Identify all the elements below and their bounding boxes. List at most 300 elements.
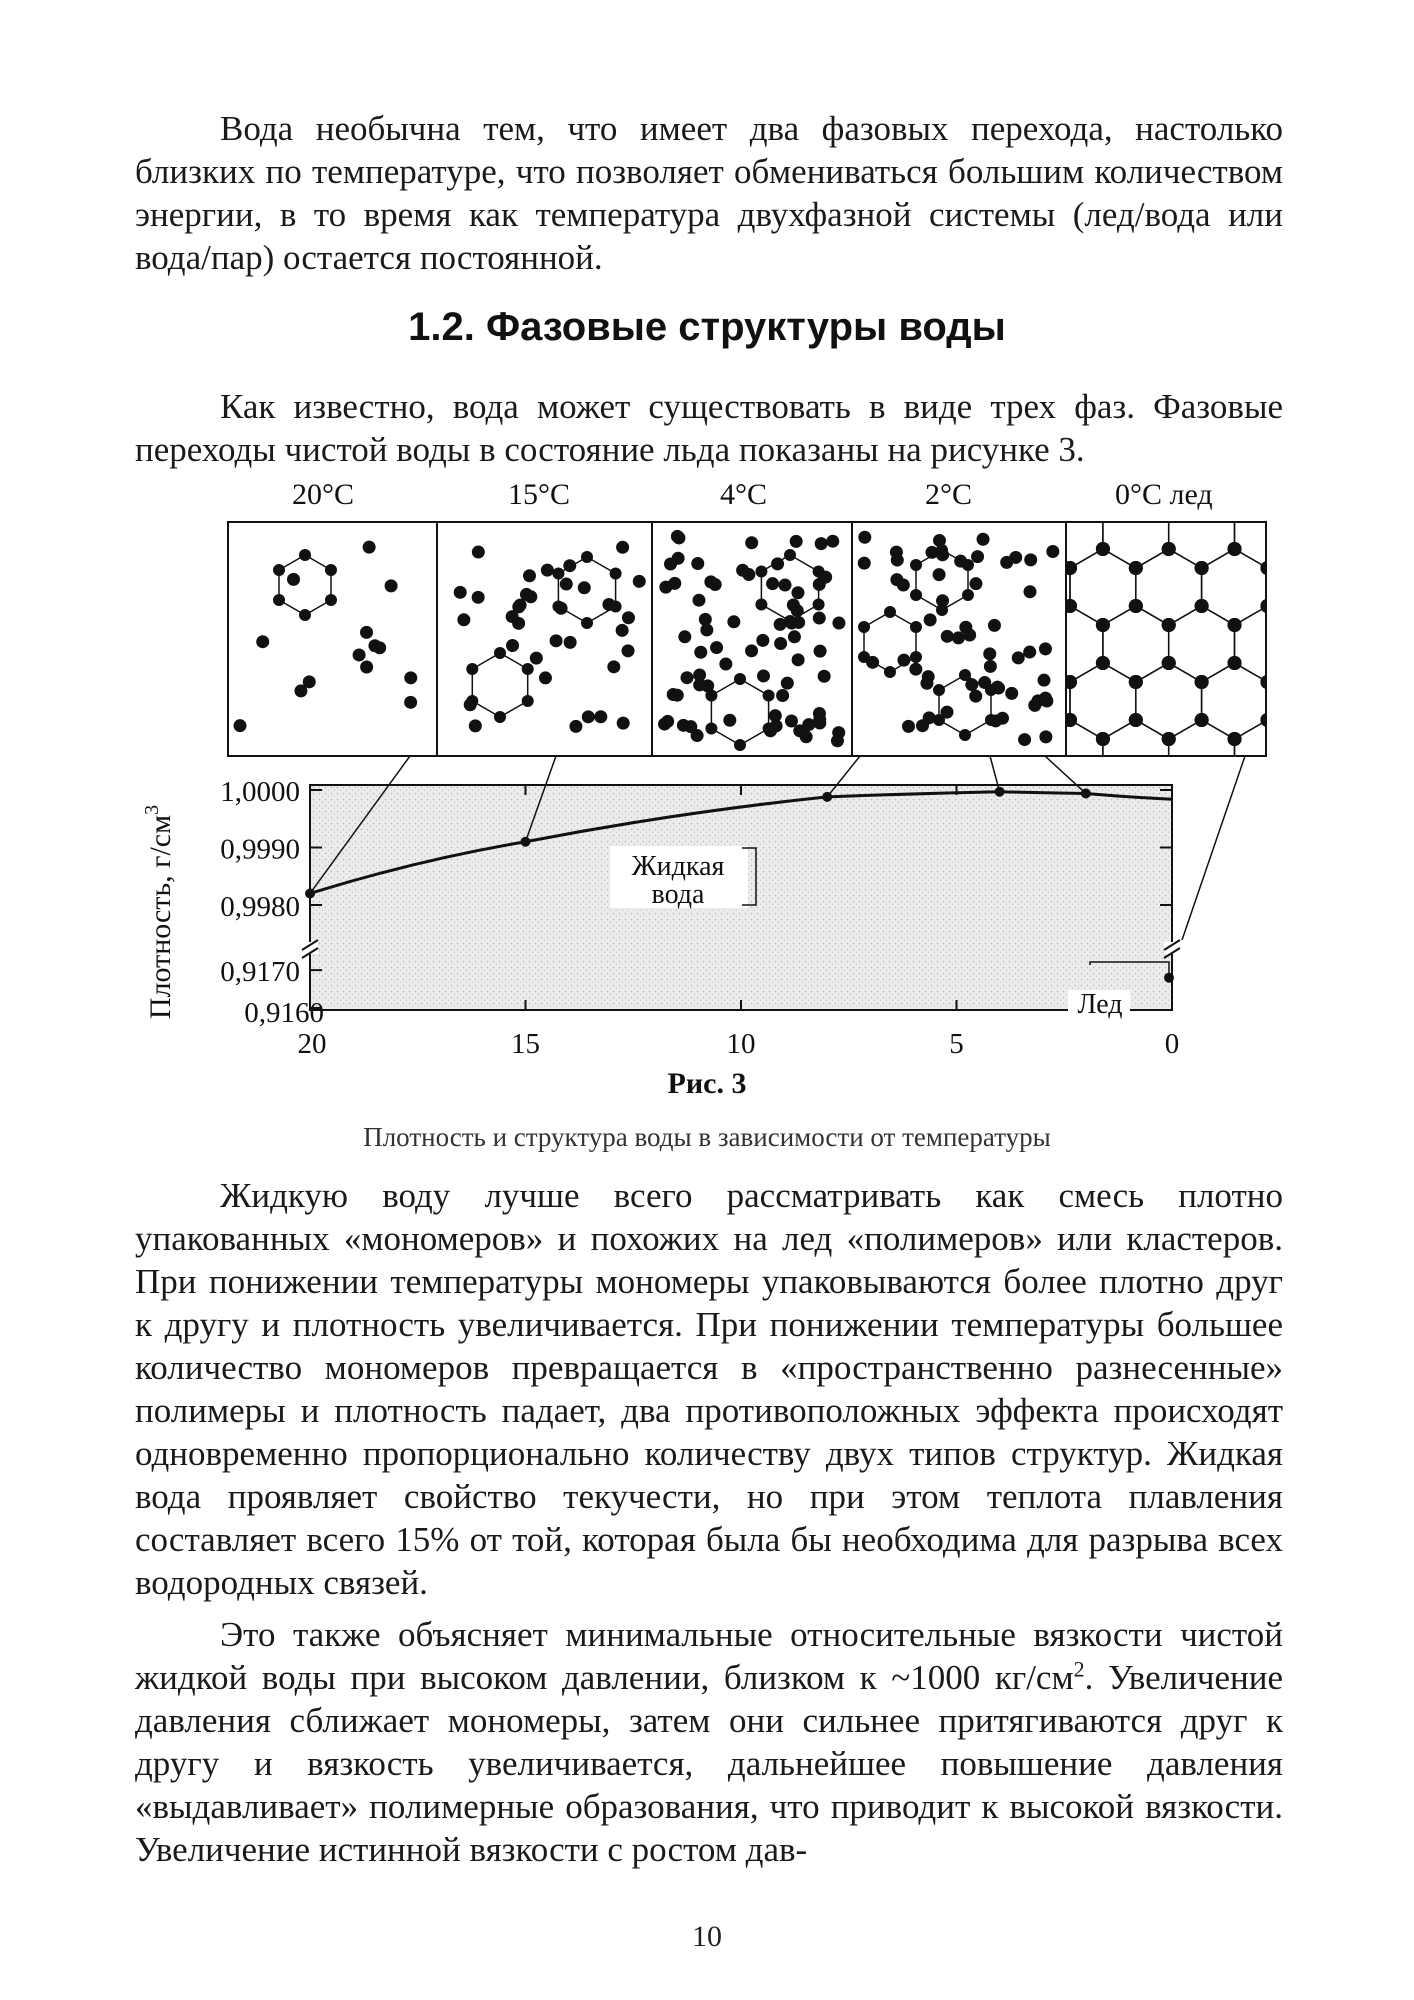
molecule-dot <box>506 639 519 652</box>
ice-molecule-dot <box>1293 732 1307 746</box>
ice-molecule-dot <box>1129 447 1143 461</box>
ice-molecule-dot <box>1326 561 1340 575</box>
ice-molecule-dot <box>1293 770 1307 784</box>
molecule-dot <box>910 621 922 633</box>
section-heading: 1.2. Фазовые структуры воды <box>408 305 1006 349</box>
annotation-ice: Лед <box>1077 989 1123 1020</box>
molecule-dot <box>779 579 792 592</box>
ice-molecule-dot <box>1392 485 1406 499</box>
ice-hexagon <box>1300 492 1366 568</box>
molecule-dot <box>610 568 622 580</box>
ice-molecule-dot <box>1030 428 1044 442</box>
ice-molecule-dot <box>1162 504 1176 518</box>
ice-molecule-dot <box>1260 713 1274 727</box>
ice-molecule-dot <box>1228 732 1242 746</box>
ice-molecule-dot <box>1293 542 1307 556</box>
ice-molecule-dot <box>1129 485 1143 499</box>
ice-molecule-dot <box>1228 656 1242 670</box>
molecule-dot <box>910 589 922 601</box>
molecule-dot <box>693 669 706 682</box>
ice-molecule-dot <box>1195 675 1209 689</box>
molecule-dot <box>616 541 629 554</box>
ice-molecule-dot <box>1359 618 1373 632</box>
ice-molecule-dot <box>1326 485 1340 499</box>
data-point-liquid <box>822 792 832 802</box>
ice-molecule-dot <box>1030 770 1044 784</box>
ice-hexagon <box>1333 549 1399 625</box>
molecule-dot <box>916 719 929 732</box>
ice-molecule-dot <box>1326 713 1340 727</box>
molecule-dot <box>552 568 564 580</box>
molecule-dot <box>1024 585 1037 598</box>
ice-molecule-dot <box>1392 447 1406 461</box>
data-point-liquid <box>305 889 315 899</box>
ice-molecule-dot <box>1293 618 1307 632</box>
ice-molecule-dot <box>1260 447 1274 461</box>
page-number: 10 <box>692 1920 722 1953</box>
molecule-dot <box>353 648 366 661</box>
molecule-dot <box>756 634 769 647</box>
ice-molecule-dot <box>1326 485 1340 499</box>
molecule-dot <box>710 641 723 654</box>
molecule-dot <box>933 684 945 696</box>
molecule-dot <box>622 611 635 624</box>
molecule-dot <box>616 624 629 637</box>
molecule-dot <box>800 730 813 743</box>
molecule-dot <box>520 588 533 601</box>
molecule-dot <box>814 645 827 658</box>
ice-molecule-dot <box>1293 770 1307 784</box>
ice-molecule-dot <box>1195 789 1209 803</box>
molecule-dot <box>563 559 576 572</box>
molecule-dot <box>472 546 485 559</box>
molecule-dot <box>962 589 974 601</box>
x-tick-label: 20 <box>297 1028 327 1060</box>
ice-molecule-dot <box>1162 770 1176 784</box>
ice-molecule-dot <box>1326 561 1340 575</box>
ice-molecule-dot <box>997 447 1011 461</box>
data-point-liquid <box>1081 788 1091 798</box>
molecule-dot <box>671 689 684 702</box>
y-axis-label: Плотность, $г/см^3$ <box>141 804 177 1020</box>
molecule-dot <box>1000 556 1013 569</box>
ice-hexagon <box>1333 435 1399 511</box>
ice-molecule-dot <box>1228 504 1242 518</box>
ice-molecule-dot <box>1030 504 1044 518</box>
molecule-dot <box>815 537 828 550</box>
y-tick-label: 0,9990 <box>220 833 300 866</box>
molecule-dot <box>818 670 831 683</box>
molecule-dot <box>564 636 577 649</box>
molecule-dot <box>902 720 915 733</box>
ice-molecule-dot <box>997 485 1011 499</box>
molecule-dot <box>457 613 470 626</box>
molecule-dot <box>325 594 337 606</box>
molecule-dot <box>977 533 990 546</box>
ice-molecule-dot <box>1359 618 1373 632</box>
ice-molecule-dot <box>964 770 978 784</box>
ice-molecule-dot <box>1326 485 1340 499</box>
ice-molecule-dot <box>1326 599 1340 613</box>
molecule-dot <box>691 557 704 570</box>
ice-molecule-dot <box>1260 599 1274 613</box>
molecule-dot <box>700 624 713 637</box>
molecule-dot <box>550 634 563 647</box>
molecule-dot <box>530 652 543 665</box>
molecule-dot <box>952 631 965 644</box>
y-axis-label-superscript: 3 <box>141 804 163 815</box>
ice-molecule-dot <box>1359 504 1373 518</box>
ice-molecule-dot <box>1096 656 1110 670</box>
ice-molecule-dot <box>1129 675 1143 689</box>
molecule-dot <box>819 571 832 584</box>
molecule-dot <box>832 617 845 630</box>
ice-molecule-dot <box>1326 599 1340 613</box>
molecule-dot <box>522 695 534 707</box>
molecule-dot <box>727 615 740 628</box>
molecule-dot <box>776 689 789 702</box>
ice-molecule-dot <box>1326 561 1340 575</box>
ice-hexagon <box>1268 549 1334 625</box>
molecule-dot <box>684 720 697 733</box>
ice-molecule-dot <box>1359 656 1373 670</box>
ice-molecule-dot <box>1096 732 1110 746</box>
molecule-dot <box>757 669 770 682</box>
molecule-dot <box>299 549 311 561</box>
ice-molecule-dot <box>1326 447 1340 461</box>
molecule-dot <box>681 671 694 684</box>
data-point-liquid <box>521 837 531 847</box>
molecule-dot <box>1023 646 1036 659</box>
ice-molecule-dot <box>1326 599 1340 613</box>
ice-molecule-dot <box>1030 770 1044 784</box>
ice-molecule-dot <box>1063 447 1077 461</box>
molecule-dot <box>692 594 705 607</box>
ice-molecule-dot <box>1162 504 1176 518</box>
ice-molecule-dot <box>1260 561 1274 575</box>
molecule-dot <box>723 714 736 727</box>
ice-molecule-dot <box>1195 713 1209 727</box>
paragraph-phases: Как известно, вода может существовать в виде трех фаз. Фазовые переходы чистой воды в состояние льда показаны на рисунке 3. <box>135 387 1283 469</box>
molecule-dot <box>790 535 803 548</box>
molecule-dot <box>1028 699 1041 712</box>
molecule-dot <box>672 531 685 544</box>
ice-molecule-dot <box>1195 447 1209 461</box>
ice-molecule-dot <box>1293 542 1307 556</box>
ice-molecule-dot <box>1195 599 1209 613</box>
molecule-dot <box>734 739 746 751</box>
molecule-dot <box>745 644 758 657</box>
molecule-dot <box>971 550 984 563</box>
ice-molecule-dot <box>1162 542 1176 556</box>
ice-molecule-dot <box>1326 789 1340 803</box>
molecule-dot <box>404 671 417 684</box>
callout-line-ice <box>1182 756 1245 940</box>
ice-molecule-dot <box>1195 485 1209 499</box>
molecule-dot <box>494 647 506 659</box>
ice-molecule-dot <box>1359 542 1373 556</box>
ice-hexagon <box>1268 663 1334 739</box>
molecule-dot <box>774 618 787 631</box>
ice-hexagon <box>1070 435 1136 511</box>
x-tick-label: 0 <box>1164 1028 1180 1060</box>
ice-hexagon <box>1333 663 1399 739</box>
x-tick-label: 10 <box>726 1028 756 1060</box>
y-tick-label: 0,9980 <box>220 891 300 923</box>
annotation-liquid-water: вода <box>651 879 705 910</box>
ice-molecule-dot <box>1030 504 1044 518</box>
molecule-dot <box>1024 553 1037 566</box>
molecule-dot <box>1037 674 1050 687</box>
paragraph-intro: Вода необычна тем, что имеет два фазовых перехода, настолько близких по температуре, что позволяет обмениваться большим количеством энергии, в то время как температура двухфазной системы (лед/вода или вода/пар) остается постоянной. <box>135 109 1283 277</box>
molecule-dot <box>826 535 839 548</box>
ice-molecule-dot <box>1260 789 1274 803</box>
molecule-dot <box>983 647 996 660</box>
ice-molecule-dot <box>1293 732 1307 746</box>
y-tick-label: 1,0000 <box>220 776 300 808</box>
molecule-dot <box>325 564 337 576</box>
ice-molecule-dot <box>1129 713 1143 727</box>
ice-molecule-dot <box>997 485 1011 499</box>
superscript-2: 2 <box>1073 1656 1085 1682</box>
molecule-dot <box>769 709 782 722</box>
molecule-dot <box>1005 687 1018 700</box>
ice-molecule-dot <box>1096 618 1110 632</box>
figure-title: Рис. 3 <box>667 1067 747 1100</box>
molecule-dot <box>385 579 398 592</box>
ice-molecule-dot <box>1392 599 1406 613</box>
molecule-dot <box>959 729 971 741</box>
molecule-dot <box>299 609 311 621</box>
molecule-dot <box>694 646 707 659</box>
molecule-dot <box>785 617 798 630</box>
molecule-dot <box>940 706 953 719</box>
ice-hexagon <box>1004 435 1070 511</box>
ice-molecule-dot <box>1129 485 1143 499</box>
molecule-dot <box>303 675 316 688</box>
molecule-dot <box>954 555 967 568</box>
molecule-dot <box>910 559 922 571</box>
molecule-dot <box>763 690 775 702</box>
molecule-dot <box>781 677 794 690</box>
molecule-dot <box>866 656 879 669</box>
ice-molecule-dot <box>1195 485 1209 499</box>
molecule-dot <box>959 621 972 634</box>
ice-molecule-dot <box>1096 770 1110 784</box>
molecule-dot <box>273 594 285 606</box>
molecule-dot <box>360 626 373 639</box>
ice-molecule-dot <box>1260 485 1274 499</box>
molecule-dot <box>661 715 674 728</box>
molecule-dot <box>924 613 937 626</box>
panel-label-15: 15°C <box>508 478 571 511</box>
ice-hexagon <box>1300 720 1366 796</box>
molecule-dot <box>705 723 717 735</box>
ice-molecule-dot <box>1162 618 1176 632</box>
y-tick-label: 0,9160 <box>244 997 324 1029</box>
molecule-dot <box>884 606 896 618</box>
ice-molecule-dot <box>1326 713 1340 727</box>
molecule-dot <box>933 568 946 581</box>
ice-hexagon <box>1136 435 1202 511</box>
ice-molecule-dot <box>1063 485 1077 499</box>
molecular-structure-panels <box>228 428 1406 803</box>
x-tick-label: 15 <box>511 1028 540 1060</box>
ice-molecule-dot <box>1293 618 1307 632</box>
paragraph-liquid: Жидкую воду лучше всего рассматривать как смесь плотно упакованных «мономеров» и похожих на лед «полимеров» или кластеров. При понижении температуры мономеры упаковываются более плотно друг к другу и плотность увеличивается. При понижении температуры большее количество мономеров превращается в «пространственно разнесенные» полимеры и плотность падает, два противоположных эффекта происходят одновременно пропорционально количеству двух типов структур. Жидкая вода проявляет свойство текучести, но при этом теплота плавления составляет всего 15% от той, которая была бы необходима для разрыва всех водородных связей. <box>135 1176 1283 1602</box>
molecule-dot <box>784 549 796 561</box>
molecule-dot <box>617 717 630 730</box>
molecule-dot <box>287 573 300 586</box>
molecule-dot <box>523 569 536 582</box>
ice-molecule-dot <box>1293 504 1307 518</box>
molecule-dot <box>792 653 805 666</box>
molecule-dot <box>890 573 903 586</box>
ice-molecule-dot <box>1326 447 1340 461</box>
molecule-dot <box>984 660 997 673</box>
ice-molecule-dot <box>1326 675 1340 689</box>
molecule-dot <box>764 724 777 737</box>
ice-molecule-dot <box>1359 656 1373 670</box>
molecule-dot <box>373 641 386 654</box>
molecule-dot <box>569 720 582 733</box>
molecule-dot <box>578 581 591 594</box>
molecule-dot <box>745 536 758 549</box>
ice-molecule-dot <box>1326 675 1340 689</box>
panel-label-4: 4°C <box>720 478 768 511</box>
molecule-dot <box>736 564 749 577</box>
ice-molecule-dot <box>1359 542 1373 556</box>
molecule-dot <box>858 557 871 570</box>
ice-molecule-dot <box>1359 428 1373 442</box>
ice-molecule-dot <box>1228 618 1242 632</box>
ice-molecule-dot <box>1162 656 1176 670</box>
molecule-dot <box>404 696 417 709</box>
molecule-dot <box>755 566 767 578</box>
panel-label-0-ice: 0°C лед <box>1115 478 1213 511</box>
ice-molecule-dot <box>964 504 978 518</box>
ice-molecule-dot <box>1293 732 1307 746</box>
molecule-dot <box>813 599 825 611</box>
molecule-dot <box>594 710 607 723</box>
molecule-dot <box>813 707 826 720</box>
ice-molecule-dot <box>1030 504 1044 518</box>
molecule-dot <box>988 619 1001 632</box>
molecule-dot <box>755 599 767 611</box>
ice-molecule-dot <box>1096 428 1110 442</box>
molecule-dot <box>622 644 635 657</box>
molecule-dot <box>472 591 485 604</box>
molecule-dot <box>788 630 801 643</box>
molecule-dot <box>454 586 467 599</box>
ice-molecule-dot <box>1228 428 1242 442</box>
panel-label-20: 20°C <box>292 478 355 511</box>
molecule-dot <box>494 711 506 723</box>
molecule-dot <box>791 604 804 617</box>
molecule-dot <box>678 630 691 643</box>
molecule-dot <box>1012 651 1025 664</box>
molecule-dot <box>363 541 376 554</box>
molecule-dot <box>719 658 732 671</box>
ice-molecule-dot <box>1293 618 1307 632</box>
molecule-dot <box>541 564 554 577</box>
molecule-dot <box>858 531 871 544</box>
molecule-dot <box>920 677 933 690</box>
molecule-dot <box>965 678 978 691</box>
ice-hexagon <box>1202 435 1268 511</box>
ice-molecule-dot <box>1260 675 1274 689</box>
molecule-dot <box>709 578 722 591</box>
molecule-dot <box>555 602 568 615</box>
molecule-dot <box>791 586 804 599</box>
ice-molecule-dot <box>1228 504 1242 518</box>
molecule-dot <box>858 621 870 633</box>
paragraph-viscosity-part1: Это также объясняет минимальные относительные вязкости чистой жидкой воды при высоком давлении, близком к ~1000 кг/см <box>135 1615 1283 1697</box>
ice-molecule-dot <box>1392 675 1406 689</box>
molecule-dot <box>1018 733 1031 746</box>
ice-molecule-dot <box>1359 732 1373 746</box>
molecule-dot <box>464 698 477 711</box>
molecule-dot <box>933 534 946 547</box>
molecule-dot <box>581 551 593 563</box>
density-chart <box>141 756 1245 1060</box>
molecule-dot <box>234 719 247 732</box>
ice-molecule-dot <box>1096 770 1110 784</box>
molecule-dot <box>989 714 1002 727</box>
ice-molecule-dot <box>1162 770 1176 784</box>
ice-molecule-dot <box>1096 504 1110 518</box>
molecule-dot <box>991 681 1004 694</box>
ice-molecule-dot <box>1162 732 1176 746</box>
figure-caption: Плотность и структура воды в зависимости от температуры <box>363 1122 1051 1152</box>
ice-molecule-dot <box>1228 504 1242 518</box>
molecule-dot <box>802 718 815 731</box>
paragraph-viscosity-part2: . Увеличение давления сближает мономеры, затем они сильнее притягиваются друг к другу и вязкость увеличивается, дальнейшее повышение давления «выдавливает» полимерные образования, что приводит к высокой вязкости. Увеличение истинной вязкости с ростом дав- <box>135 1658 1283 1869</box>
panel-frame <box>228 522 1266 756</box>
molecule-dot <box>1039 730 1052 743</box>
molecule-dot <box>1046 545 1059 558</box>
molecule-dot <box>734 673 746 685</box>
ice-molecule-dot <box>1063 485 1077 499</box>
molecule-dot <box>633 575 646 588</box>
molecule-dot <box>581 617 593 629</box>
molecule-dot <box>466 663 478 675</box>
molecule-dot <box>672 552 685 565</box>
molecule-dot <box>831 734 844 747</box>
ice-molecule-dot <box>1162 428 1176 442</box>
molecule-dot <box>774 637 787 650</box>
ice-molecule-dot <box>1293 504 1307 518</box>
y-tick-label: 0,9170 <box>220 956 300 989</box>
ice-molecule-dot <box>1293 428 1307 442</box>
ice-molecule-dot <box>1359 504 1373 518</box>
ice-molecule-dot <box>1260 447 1274 461</box>
molecule-dot <box>607 660 620 673</box>
molecule-dot <box>668 577 681 590</box>
ice-molecule-dot <box>1326 675 1340 689</box>
ice-molecule-dot <box>1326 713 1340 727</box>
annotation-liquid-water: Жидкая <box>631 851 725 882</box>
ice-molecule-dot <box>1359 770 1373 784</box>
x-tick-label: 5 <box>949 1028 964 1060</box>
ice-molecule-dot <box>1096 504 1110 518</box>
molecule-dot <box>969 577 982 590</box>
molecule-dot <box>506 610 519 623</box>
ice-molecule-dot <box>1293 542 1307 556</box>
ice-molecule-dot <box>1260 485 1274 499</box>
ice-molecule-dot <box>1293 656 1307 670</box>
ice-molecule-dot <box>1392 561 1406 575</box>
